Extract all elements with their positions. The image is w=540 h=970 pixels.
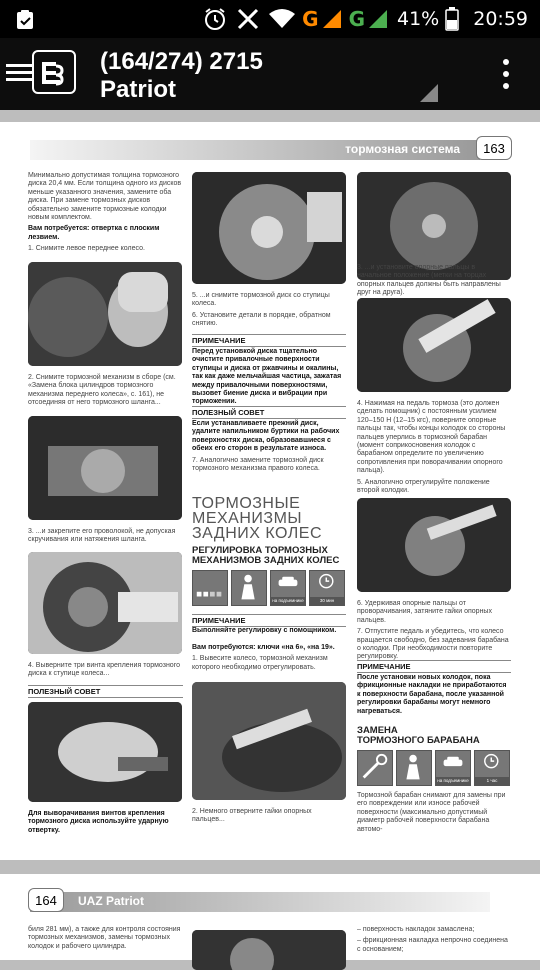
step-7: 7. Аналогично замените тормозной диск тормозного механизма правого колеса.: [192, 456, 324, 473]
app-logo: [32, 50, 76, 94]
col3-step-3: 3. ...и установите опорные пальцы в начальное положение (метки на торцах опорных пальцев должны быть направлены друг на друга).: [357, 264, 501, 297]
col3-note-block: [357, 674, 511, 719]
book-page-163[interactable]: [0, 122, 540, 860]
step-3: 3. ...и закрепите его проволокой, не допуская скручивания или натяжения шланга.: [28, 528, 176, 544]
photo-wrench-pin: [357, 298, 511, 392]
chapter-title-line-1: ТОРМОЗНЫЕ: [192, 495, 301, 512]
photo-loosen-nuts: [192, 682, 346, 800]
step-2: 2. Снимите тормозной механизм в сборе (см. «Замена блока цилиндров тормозного механизма переднего колеса», с. 161), не отсоединяя от него тормозного шланга...: [28, 374, 176, 407]
section-label: тормозная система: [345, 142, 460, 156]
app-bar: [0, 38, 540, 110]
rstep-2-block: [192, 808, 346, 828]
col3-note-text: После установки новых колодок, пока фрикционные накладки не приработаются к поверхности барабана, после указанной регулировки барабаны могут немного нагреваться.: [357, 674, 507, 715]
signal-strength-icon-1: [321, 8, 343, 30]
x-app-icon: [236, 7, 260, 31]
note-heading: ПРИМЕЧАНИЕ: [192, 334, 346, 347]
page2-photo: [192, 930, 346, 970]
tip-heading-2: ПОЛЕЗНЫЙ СОВЕТ: [192, 406, 346, 419]
difficulty-badge: [192, 570, 228, 606]
signal-strength-icon-2: [367, 8, 389, 30]
page2-number: 164: [28, 888, 64, 912]
app-title: (164/274) 2715: [100, 48, 263, 75]
clock-time: 20:59: [473, 8, 528, 30]
col2-steps-a: [192, 292, 346, 332]
car-lift-icon-2: [436, 751, 470, 777]
tip-text-block: [28, 810, 183, 838]
drum-time-badge: [474, 750, 510, 786]
book-page-164[interactable]: [0, 874, 540, 960]
lift-badge-caption: на подъемнике: [272, 598, 304, 603]
col3-step-5: 5. Аналогично отрегулируйте положение второй колодки.: [357, 478, 490, 495]
col3-note-heading: ПРИМЕЧАНИЕ: [357, 660, 511, 673]
photo-disc-screws: [28, 552, 182, 654]
time-badge: [309, 570, 345, 606]
app-subtitle: Patriot: [100, 76, 177, 103]
chapter-title: [192, 496, 346, 541]
status-bar: [0, 0, 540, 38]
note2-block: [192, 627, 346, 638]
step-1: 1. Снимите левое переднее колесо.: [28, 245, 145, 253]
page2-col3-text-a: – поверхность накладок замаслена;: [357, 926, 475, 933]
tip-text: Для выворачивания винтов крепления тормозного диска используйте ударную отвертку.: [28, 810, 169, 834]
hamburger-menu-icon[interactable]: [6, 62, 34, 84]
col2-steps-b: [192, 644, 346, 675]
photo-brake-caliper: [28, 262, 182, 366]
page2-col3: [357, 926, 511, 957]
battery-percent: 41%: [397, 8, 440, 30]
overflow-menu-icon[interactable]: [502, 58, 510, 90]
subsection-title-line-1: РЕГУЛИРОВКА ТОРМОЗНЫХ: [192, 545, 328, 556]
rstep-1: 1. Вывесите колесо, тормозной механизм которого необходимо отрегулировать.: [192, 655, 328, 671]
step-4: 4. Выверните три винта крепления тормозного диска к ступице колеса...: [28, 662, 180, 678]
subsection-title: [192, 546, 352, 566]
col3-step-4: 4. Нажимая на педаль тормоза (это должен сделать помощник) с постоянным усилием 120–150 Н (12–15 кгс), поверните опорные пальцы так, чтобы концы колодок со стороны пальцев уперлись в тормозной барабан (момент соприкосновения колодок с барабаном определите по увеличению сопротивления при поворачивании опорного пальца).: [357, 400, 506, 475]
clipboard-check-icon: [14, 8, 36, 30]
rstep-2: 2. Немного отверните гайки опорных пальцев...: [192, 808, 312, 824]
drum-section-title: [357, 726, 511, 746]
chapter-title-line-3: ЗАДНИХ КОЛЕС: [192, 525, 323, 542]
people-badge: [231, 570, 267, 606]
person-icon: [232, 571, 266, 605]
note2-text: Выполняйте регулировку с помощником.: [192, 627, 337, 634]
page-number: 163: [476, 136, 512, 160]
col3-step-6: 6. Удерживая опорные пальцы от проворачивания, затяните гайки опорных пальцев.: [357, 600, 492, 624]
battery-icon: [445, 7, 459, 31]
drum-time-caption: 1 час: [475, 777, 509, 785]
drum-people-badge: [396, 750, 432, 786]
tip-block-2: [192, 420, 346, 476]
drum-lift-caption: на подъемнике: [437, 778, 469, 783]
step-5: 5. ...и снимите тормозной диск со ступицы колеса.: [192, 292, 330, 308]
tool-text-2: Вам потребуются: ключи «на 6», «на 19».: [192, 644, 335, 651]
drum-difficulty-badges: [357, 750, 510, 786]
note-heading-2: ПРИМЕЧАНИЕ: [192, 614, 346, 627]
wifi-icon: [268, 8, 296, 30]
column-1: [28, 172, 183, 257]
drum-title-line-1: ЗАМЕНА: [357, 725, 398, 736]
clock-icon: [310, 571, 344, 597]
subsection-title-line-2: МЕХАНИЗМОВ ЗАДНИХ КОЛЕС: [192, 555, 340, 566]
lift-badge: [270, 570, 306, 606]
page2-title: UAZ Patriot: [78, 894, 144, 908]
difficulty-level-icon: [193, 571, 227, 605]
tools-icon: [358, 751, 392, 785]
drum-lift-badge: [435, 750, 471, 786]
col3-step-7: 7. Отпустите педаль и убедитесь, что колесо вращается свободно, без задевания барабана о колодки. При необходимости повторите регулировку.: [357, 628, 509, 661]
tip-heading: ПОЛЕЗНЫЙ СОВЕТ: [28, 685, 183, 698]
person-icon-2: [397, 751, 431, 785]
note-block: [192, 348, 346, 410]
page2-col1-text: биля 281 мм), а также для контроля состояния тормозных механизмов, замены тормозных колодок и рабочего цилиндра.: [28, 926, 181, 950]
difficulty-badges: [192, 570, 345, 606]
step-6: 6. Установите детали в порядке, обратном снятию.: [192, 311, 331, 328]
section-header-bar: [30, 140, 480, 160]
photo-tighten-nuts: [357, 498, 511, 592]
page2-header-bar: [30, 892, 490, 912]
step-2-block: [28, 374, 183, 411]
clock-icon-2: [475, 751, 509, 777]
book-logo-icon: [34, 52, 74, 92]
page2-col3-text-b: – фрикционная накладка непрочно соединена с основанием;: [357, 937, 508, 953]
network-type-label-2: G: [348, 7, 365, 31]
intro-text: Минимально допустимая толщина тормозного диска 20,4 мм. Если толщина одного из дисков меньше указанного значения, замените оба диска. При замене тормозных дисков обязательно замените тормозные колодки новым комплектом.: [28, 172, 182, 222]
time-badge-caption: 30 мин: [310, 597, 344, 605]
photo-caliper-wire: [28, 416, 182, 520]
chapter-title-line-2: МЕХАНИЗМЫ: [192, 510, 303, 527]
alarm-icon: [202, 6, 228, 32]
car-lift-icon: [271, 571, 305, 597]
photo-impact-screwdriver: [28, 702, 182, 802]
drum-text: Тормозной барабан снимают для замены при его повреждении или износе рабочей поверхности (максимально допустимый диаметр рабочей поверхности барабана автомо-: [357, 792, 506, 833]
drum-text-block: [357, 792, 511, 837]
tip-text-2: Если устанавливаете прежний диск, удалите напильником буртики на рабочих поверхностях диска, образовавшиеся с обеих его сторон в результате износа.: [192, 420, 340, 453]
page2-col1: [28, 926, 183, 954]
photo-remove-disc: [192, 172, 346, 284]
col3-steps-6-7: [357, 600, 511, 665]
col3-step-3-block: [357, 264, 511, 301]
network-type-label: G: [302, 7, 319, 31]
tool-text: Вам потребуется: отвертка с плоским лезвием.: [28, 225, 160, 241]
note-text: Перед установкой диска тщательно очистите привалочные поверхности ступицы и диска от ржавчины и окалины, так как даже мельчайшая частица, зажатая между привалочными поверхностями, вызовет биение диска и вибрации при торможении.: [192, 348, 342, 406]
step-4-block: [28, 662, 183, 682]
drum-difficulty-badge: [357, 750, 393, 786]
col3-steps-4-5: [357, 400, 511, 498]
step-3-block: [28, 528, 183, 548]
dropdown-corner-indicator[interactable]: [420, 84, 438, 102]
drum-title-line-2: ТОРМОЗНОГО БАРАБАНА: [357, 735, 480, 746]
